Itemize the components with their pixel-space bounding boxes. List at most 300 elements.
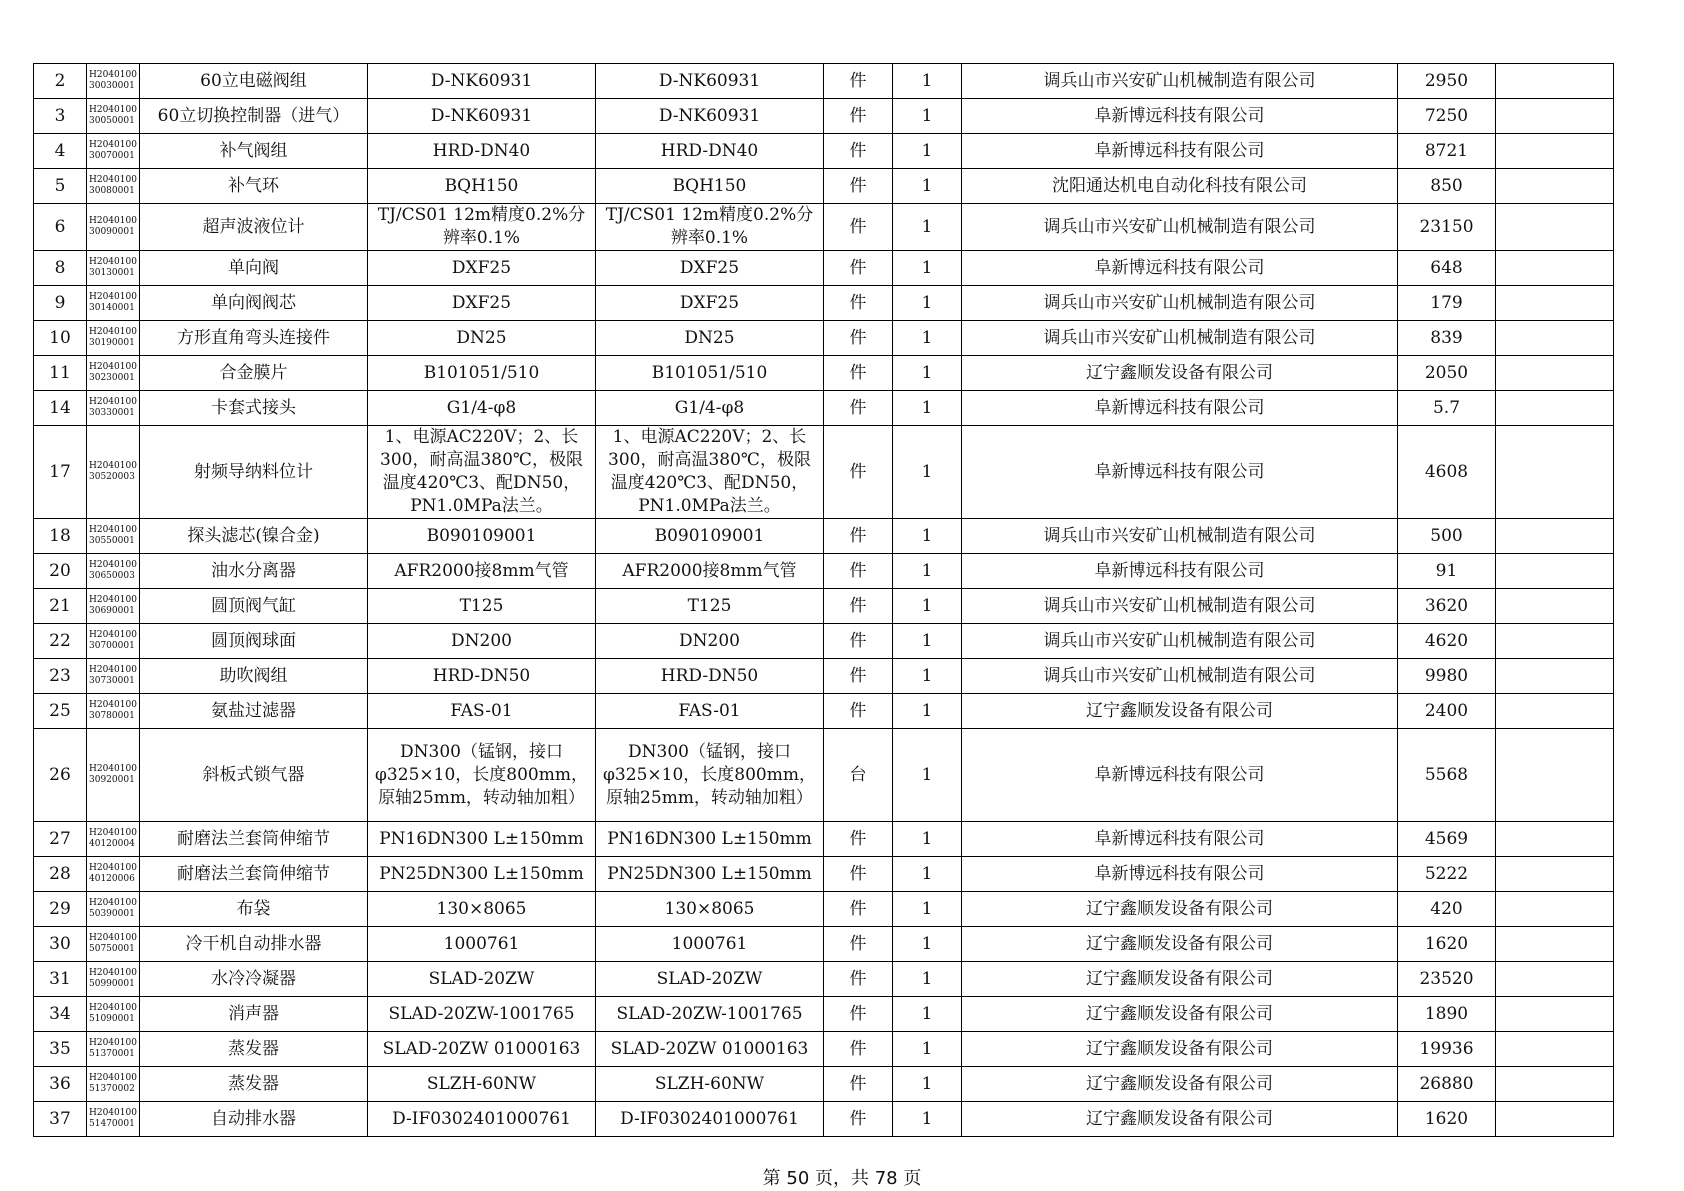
cell-unit: 件 bbox=[824, 64, 893, 99]
cell-unit: 件 bbox=[824, 321, 893, 356]
cell-material-code: H204010040120004 bbox=[87, 822, 140, 857]
cell-spec-model-2 bbox=[596, 822, 824, 857]
cell-spec-model-2-text: HRD-DN40 bbox=[660, 140, 759, 161]
cell-remark bbox=[1496, 134, 1614, 169]
cell-remark bbox=[1496, 962, 1614, 997]
cell-index: 27 bbox=[34, 822, 87, 857]
cell-index: 17 bbox=[34, 426, 87, 519]
cell-index: 11 bbox=[34, 356, 87, 391]
cell-spec-model bbox=[368, 997, 596, 1032]
cell-spec-model-2-text: 1、电源AC220V；2、长300，耐高温380℃，极限温度420℃3、配DN50，PN1.0MPa法兰。 bbox=[608, 427, 811, 516]
cell-supplier: 阜新博远科技有限公司 bbox=[962, 729, 1398, 822]
table-body bbox=[34, 64, 1614, 1137]
table-row bbox=[34, 64, 1614, 99]
cell-supplier: 调兵山市兴安矿山机械制造有限公司 bbox=[962, 624, 1398, 659]
cell-spec-model-2-text: 1000761 bbox=[671, 933, 748, 954]
cell-material-code: H204010050750001 bbox=[87, 927, 140, 962]
cell-spec-model-2-text: B101051/510 bbox=[651, 362, 768, 383]
cell-item-name: 60立电磁阀组 bbox=[140, 64, 368, 99]
table-row bbox=[34, 356, 1614, 391]
table-row bbox=[34, 729, 1614, 822]
cell-quantity: 1 bbox=[893, 519, 962, 554]
cell-price: 5568 bbox=[1398, 729, 1496, 822]
cell-unit: 件 bbox=[824, 927, 893, 962]
parts-table bbox=[33, 63, 1614, 1137]
cell-spec-model-text: D-IF0302401000761 bbox=[392, 1108, 571, 1129]
cell-quantity: 1 bbox=[893, 694, 962, 729]
cell-price: 7250 bbox=[1398, 99, 1496, 134]
cell-spec-model-2-text: DN300（锰钢，接口φ325×10，长度800mm，原轴25mm，转动轴加粗） bbox=[603, 741, 816, 808]
cell-spec-model bbox=[368, 204, 596, 251]
cell-item-name: 圆顶阀球面 bbox=[140, 624, 368, 659]
cell-spec-model-text: TJ/CS01 12m精度0.2%分辨率0.1% bbox=[377, 205, 586, 248]
cell-supplier: 调兵山市兴安矿山机械制造有限公司 bbox=[962, 321, 1398, 356]
cell-spec-model bbox=[368, 822, 596, 857]
cell-spec-model-2 bbox=[596, 1032, 824, 1067]
cell-spec-model bbox=[368, 694, 596, 729]
cell-spec-model bbox=[368, 169, 596, 204]
cell-spec-model-text: G1/4-φ8 bbox=[446, 397, 517, 418]
cell-remark bbox=[1496, 391, 1614, 426]
cell-quantity: 1 bbox=[893, 169, 962, 204]
cell-unit: 件 bbox=[824, 589, 893, 624]
cell-unit: 件 bbox=[824, 286, 893, 321]
table-row bbox=[34, 694, 1614, 729]
table-row bbox=[34, 169, 1614, 204]
cell-quantity: 1 bbox=[893, 286, 962, 321]
cell-unit: 件 bbox=[824, 134, 893, 169]
cell-spec-model-text: DXF25 bbox=[451, 257, 512, 278]
cell-quantity: 1 bbox=[893, 251, 962, 286]
cell-spec-model-2-text: BQH150 bbox=[672, 175, 747, 196]
cell-remark bbox=[1496, 426, 1614, 519]
cell-index: 6 bbox=[34, 204, 87, 251]
cell-unit: 件 bbox=[824, 659, 893, 694]
table-row bbox=[34, 251, 1614, 286]
cell-unit: 件 bbox=[824, 1032, 893, 1067]
cell-material-code: H204010030690001 bbox=[87, 589, 140, 624]
cell-spec-model-2-text: PN16DN300 L±150mm bbox=[607, 828, 812, 849]
cell-spec-model bbox=[368, 962, 596, 997]
cell-unit: 件 bbox=[824, 169, 893, 204]
cell-supplier: 调兵山市兴安矿山机械制造有限公司 bbox=[962, 589, 1398, 624]
cell-spec-model-2-text: SLAD-20ZW bbox=[656, 968, 763, 989]
cell-supplier: 阜新博远科技有限公司 bbox=[962, 99, 1398, 134]
cell-spec-model bbox=[368, 356, 596, 391]
cell-spec-model-2 bbox=[596, 356, 824, 391]
cell-spec-model-text: PN16DN300 L±150mm bbox=[379, 828, 584, 849]
cell-unit: 件 bbox=[824, 1067, 893, 1102]
cell-item-name: 卡套式接头 bbox=[140, 391, 368, 426]
cell-spec-model-text: T125 bbox=[459, 595, 504, 616]
cell-spec-model-text: HRD-DN50 bbox=[432, 665, 531, 686]
cell-spec-model-2 bbox=[596, 659, 824, 694]
cell-spec-model-text: DN200 bbox=[451, 630, 512, 651]
cell-price: 91 bbox=[1398, 554, 1496, 589]
cell-material-code: H204010030030001 bbox=[87, 64, 140, 99]
cell-item-name: 氨盐过滤器 bbox=[140, 694, 368, 729]
cell-spec-model-2 bbox=[596, 1067, 824, 1102]
cell-material-code: H204010051470001 bbox=[87, 1102, 140, 1137]
table-row bbox=[34, 1067, 1614, 1102]
table-row bbox=[34, 99, 1614, 134]
cell-index: 9 bbox=[34, 286, 87, 321]
cell-index: 34 bbox=[34, 997, 87, 1032]
cell-spec-model bbox=[368, 1032, 596, 1067]
table-row bbox=[34, 892, 1614, 927]
cell-material-code: H204010030130001 bbox=[87, 251, 140, 286]
cell-index: 35 bbox=[34, 1032, 87, 1067]
cell-unit: 件 bbox=[824, 204, 893, 251]
cell-spec-model-2 bbox=[596, 554, 824, 589]
cell-remark bbox=[1496, 1032, 1614, 1067]
cell-spec-model-text: D-NK60931 bbox=[430, 105, 533, 126]
cell-spec-model-2 bbox=[596, 286, 824, 321]
cell-spec-model-2-text: SLAD-20ZW 01000163 bbox=[610, 1038, 809, 1059]
cell-spec-model-2 bbox=[596, 251, 824, 286]
cell-material-code: H204010050390001 bbox=[87, 892, 140, 927]
cell-unit: 件 bbox=[824, 857, 893, 892]
cell-item-name: 助吹阀组 bbox=[140, 659, 368, 694]
cell-quantity: 1 bbox=[893, 892, 962, 927]
table-row bbox=[34, 1102, 1614, 1137]
cell-quantity: 1 bbox=[893, 857, 962, 892]
cell-item-name: 蒸发器 bbox=[140, 1032, 368, 1067]
cell-supplier: 调兵山市兴安矿山机械制造有限公司 bbox=[962, 286, 1398, 321]
cell-unit: 件 bbox=[824, 426, 893, 519]
cell-item-name: 合金膜片 bbox=[140, 356, 368, 391]
cell-quantity: 1 bbox=[893, 624, 962, 659]
cell-material-code: H204010030700001 bbox=[87, 624, 140, 659]
table-row bbox=[34, 997, 1614, 1032]
cell-price: 4620 bbox=[1398, 624, 1496, 659]
cell-index: 2 bbox=[34, 64, 87, 99]
cell-remark bbox=[1496, 589, 1614, 624]
cell-supplier: 辽宁鑫顺发设备有限公司 bbox=[962, 694, 1398, 729]
cell-material-code: H204010051370001 bbox=[87, 1032, 140, 1067]
table-row bbox=[34, 1032, 1614, 1067]
cell-remark bbox=[1496, 822, 1614, 857]
cell-price: 2400 bbox=[1398, 694, 1496, 729]
cell-supplier: 辽宁鑫顺发设备有限公司 bbox=[962, 892, 1398, 927]
cell-supplier: 阜新博远科技有限公司 bbox=[962, 134, 1398, 169]
cell-spec-model bbox=[368, 624, 596, 659]
cell-spec-model-2 bbox=[596, 729, 824, 822]
cell-item-name: 消声器 bbox=[140, 997, 368, 1032]
cell-index: 25 bbox=[34, 694, 87, 729]
cell-spec-model bbox=[368, 589, 596, 624]
cell-item-name: 单向阀 bbox=[140, 251, 368, 286]
cell-remark bbox=[1496, 997, 1614, 1032]
cell-remark bbox=[1496, 659, 1614, 694]
cell-material-code: H204010030650003 bbox=[87, 554, 140, 589]
cell-price: 4608 bbox=[1398, 426, 1496, 519]
cell-spec-model bbox=[368, 892, 596, 927]
cell-spec-model bbox=[368, 391, 596, 426]
cell-material-code: H204010051090001 bbox=[87, 997, 140, 1032]
cell-quantity: 1 bbox=[893, 204, 962, 251]
cell-remark bbox=[1496, 729, 1614, 822]
cell-remark bbox=[1496, 892, 1614, 927]
cell-spec-model bbox=[368, 251, 596, 286]
table-row bbox=[34, 519, 1614, 554]
cell-item-name: 探头滤芯(镍合金) bbox=[140, 519, 368, 554]
cell-material-code: H204010030090001 bbox=[87, 204, 140, 251]
cell-price: 1620 bbox=[1398, 1102, 1496, 1137]
cell-material-code: H204010030140001 bbox=[87, 286, 140, 321]
table-row bbox=[34, 822, 1614, 857]
cell-index: 36 bbox=[34, 1067, 87, 1102]
cell-index: 21 bbox=[34, 589, 87, 624]
cell-supplier: 调兵山市兴安矿山机械制造有限公司 bbox=[962, 204, 1398, 251]
table-row bbox=[34, 321, 1614, 356]
cell-unit: 件 bbox=[824, 624, 893, 659]
cell-material-code: H204010030190001 bbox=[87, 321, 140, 356]
cell-material-code: H204010030230001 bbox=[87, 356, 140, 391]
cell-index: 28 bbox=[34, 857, 87, 892]
cell-price: 5.7 bbox=[1398, 391, 1496, 426]
cell-spec-model-text: SLAD-20ZW 01000163 bbox=[382, 1038, 581, 1059]
cell-price: 500 bbox=[1398, 519, 1496, 554]
cell-price: 420 bbox=[1398, 892, 1496, 927]
table-row bbox=[34, 659, 1614, 694]
cell-spec-model bbox=[368, 659, 596, 694]
cell-quantity: 1 bbox=[893, 927, 962, 962]
cell-spec-model-2 bbox=[596, 927, 824, 962]
table-row bbox=[34, 554, 1614, 589]
cell-spec-model-2 bbox=[596, 694, 824, 729]
cell-spec-model-2-text: DXF25 bbox=[679, 257, 740, 278]
cell-spec-model-2 bbox=[596, 1102, 824, 1137]
cell-material-code: H204010030920001 bbox=[87, 729, 140, 822]
cell-spec-model-2-text: D-IF0302401000761 bbox=[620, 1108, 799, 1129]
cell-remark bbox=[1496, 519, 1614, 554]
cell-material-code: H204010051370002 bbox=[87, 1067, 140, 1102]
cell-index: 10 bbox=[34, 321, 87, 356]
cell-spec-model-text: PN25DN300 L±150mm bbox=[379, 863, 584, 884]
cell-material-code: H204010030780001 bbox=[87, 694, 140, 729]
table-row bbox=[34, 134, 1614, 169]
cell-supplier: 辽宁鑫顺发设备有限公司 bbox=[962, 962, 1398, 997]
cell-supplier: 辽宁鑫顺发设备有限公司 bbox=[962, 1102, 1398, 1137]
cell-price: 3620 bbox=[1398, 589, 1496, 624]
cell-supplier: 辽宁鑫顺发设备有限公司 bbox=[962, 997, 1398, 1032]
cell-unit: 台 bbox=[824, 729, 893, 822]
cell-price: 850 bbox=[1398, 169, 1496, 204]
cell-spec-model bbox=[368, 519, 596, 554]
cell-quantity: 1 bbox=[893, 822, 962, 857]
cell-material-code: H204010030550001 bbox=[87, 519, 140, 554]
cell-item-name: 圆顶阀气缸 bbox=[140, 589, 368, 624]
cell-spec-model bbox=[368, 1102, 596, 1137]
cell-spec-model-text: DN25 bbox=[456, 327, 507, 348]
cell-remark bbox=[1496, 356, 1614, 391]
cell-spec-model-2 bbox=[596, 997, 824, 1032]
cell-spec-model-text: B101051/510 bbox=[423, 362, 540, 383]
cell-spec-model bbox=[368, 927, 596, 962]
cell-remark bbox=[1496, 694, 1614, 729]
cell-spec-model bbox=[368, 729, 596, 822]
cell-price: 2950 bbox=[1398, 64, 1496, 99]
cell-quantity: 1 bbox=[893, 554, 962, 589]
cell-spec-model-text: 1、电源AC220V；2、长300，耐高温380℃，极限温度420℃3、配DN50，PN1.0MPa法兰。 bbox=[380, 427, 583, 516]
cell-unit: 件 bbox=[824, 99, 893, 134]
cell-quantity: 1 bbox=[893, 1102, 962, 1137]
cell-remark bbox=[1496, 99, 1614, 134]
cell-spec-model-2-text: D-NK60931 bbox=[658, 105, 761, 126]
cell-unit: 件 bbox=[824, 892, 893, 927]
cell-spec-model-2-text: 130×8065 bbox=[664, 898, 755, 919]
cell-material-code: H204010030050001 bbox=[87, 99, 140, 134]
cell-spec-model-2 bbox=[596, 204, 824, 251]
cell-spec-model-text: SLAD-20ZW bbox=[428, 968, 535, 989]
cell-supplier: 沈阳通达机电自动化科技有限公司 bbox=[962, 169, 1398, 204]
cell-spec-model bbox=[368, 134, 596, 169]
cell-spec-model-2-text: G1/4-φ8 bbox=[674, 397, 745, 418]
cell-spec-model bbox=[368, 1067, 596, 1102]
table-row bbox=[34, 286, 1614, 321]
cell-price: 839 bbox=[1398, 321, 1496, 356]
cell-spec-model-2 bbox=[596, 99, 824, 134]
cell-quantity: 1 bbox=[893, 426, 962, 519]
cell-supplier: 辽宁鑫顺发设备有限公司 bbox=[962, 356, 1398, 391]
cell-index: 20 bbox=[34, 554, 87, 589]
cell-spec-model-text: HRD-DN40 bbox=[432, 140, 531, 161]
cell-unit: 件 bbox=[824, 356, 893, 391]
cell-unit: 件 bbox=[824, 554, 893, 589]
table-row bbox=[34, 624, 1614, 659]
cell-remark bbox=[1496, 857, 1614, 892]
table-row bbox=[34, 391, 1614, 426]
cell-supplier: 阜新博远科技有限公司 bbox=[962, 554, 1398, 589]
cell-item-name: 自动排水器 bbox=[140, 1102, 368, 1137]
cell-spec-model-2-text: DXF25 bbox=[679, 292, 740, 313]
cell-remark bbox=[1496, 554, 1614, 589]
cell-supplier: 阜新博远科技有限公司 bbox=[962, 822, 1398, 857]
cell-index: 14 bbox=[34, 391, 87, 426]
cell-price: 1890 bbox=[1398, 997, 1496, 1032]
cell-quantity: 1 bbox=[893, 589, 962, 624]
cell-supplier: 阜新博远科技有限公司 bbox=[962, 857, 1398, 892]
cell-quantity: 1 bbox=[893, 64, 962, 99]
cell-price: 23520 bbox=[1398, 962, 1496, 997]
cell-supplier: 阜新博远科技有限公司 bbox=[962, 391, 1398, 426]
cell-spec-model-2 bbox=[596, 391, 824, 426]
page-footer: 第 50 页，共 78 页 bbox=[762, 1168, 922, 1189]
cell-item-name: 方形直角弯头连接件 bbox=[140, 321, 368, 356]
cell-spec-model-2-text: DN200 bbox=[679, 630, 740, 651]
cell-spec-model-text: AFR2000接8mm气管 bbox=[394, 560, 569, 581]
cell-spec-model-2 bbox=[596, 624, 824, 659]
cell-remark bbox=[1496, 321, 1614, 356]
cell-spec-model-text: FAS-01 bbox=[450, 700, 513, 721]
cell-material-code: H204010030070001 bbox=[87, 134, 140, 169]
cell-spec-model-text: DN300（锰钢，接口φ325×10，长度800mm，原轴25mm，转动轴加粗） bbox=[375, 741, 588, 808]
cell-quantity: 1 bbox=[893, 99, 962, 134]
cell-spec-model-2 bbox=[596, 962, 824, 997]
cell-item-name: 补气阀组 bbox=[140, 134, 368, 169]
cell-item-name: 超声波液位计 bbox=[140, 204, 368, 251]
cell-spec-model-text: 130×8065 bbox=[436, 898, 527, 919]
cell-index: 18 bbox=[34, 519, 87, 554]
cell-remark bbox=[1496, 204, 1614, 251]
table-row bbox=[34, 962, 1614, 997]
cell-spec-model-text: D-NK60931 bbox=[430, 70, 533, 91]
cell-unit: 件 bbox=[824, 1102, 893, 1137]
cell-quantity: 1 bbox=[893, 321, 962, 356]
cell-item-name: 耐磨法兰套筒伸缩节 bbox=[140, 822, 368, 857]
cell-spec-model-2-text: FAS-01 bbox=[678, 700, 741, 721]
cell-material-code: H204010030520003 bbox=[87, 426, 140, 519]
cell-remark bbox=[1496, 1102, 1614, 1137]
cell-unit: 件 bbox=[824, 391, 893, 426]
table-row bbox=[34, 426, 1614, 519]
cell-price: 1620 bbox=[1398, 927, 1496, 962]
cell-supplier: 阜新博远科技有限公司 bbox=[962, 426, 1398, 519]
cell-unit: 件 bbox=[824, 519, 893, 554]
cell-index: 37 bbox=[34, 1102, 87, 1137]
cell-supplier: 调兵山市兴安矿山机械制造有限公司 bbox=[962, 64, 1398, 99]
cell-item-name: 冷干机自动排水器 bbox=[140, 927, 368, 962]
table-row bbox=[34, 927, 1614, 962]
cell-supplier: 调兵山市兴安矿山机械制造有限公司 bbox=[962, 659, 1398, 694]
cell-item-name: 单向阀阀芯 bbox=[140, 286, 368, 321]
table-row bbox=[34, 204, 1614, 251]
cell-quantity: 1 bbox=[893, 729, 962, 822]
cell-spec-model-2 bbox=[596, 64, 824, 99]
cell-spec-model-text: SLAD-20ZW-1001765 bbox=[388, 1003, 575, 1024]
cell-spec-model-2-text: TJ/CS01 12m精度0.2%分辨率0.1% bbox=[605, 205, 814, 248]
cell-index: 29 bbox=[34, 892, 87, 927]
cell-spec-model-2-text: PN25DN300 L±150mm bbox=[607, 863, 812, 884]
cell-spec-model bbox=[368, 64, 596, 99]
cell-price: 19936 bbox=[1398, 1032, 1496, 1067]
cell-item-name: 60立切换控制器（进气） bbox=[140, 99, 368, 134]
cell-spec-model-2 bbox=[596, 519, 824, 554]
cell-remark bbox=[1496, 64, 1614, 99]
cell-unit: 件 bbox=[824, 694, 893, 729]
cell-index: 3 bbox=[34, 99, 87, 134]
cell-spec-model bbox=[368, 857, 596, 892]
cell-quantity: 1 bbox=[893, 134, 962, 169]
cell-spec-model-text: DXF25 bbox=[451, 292, 512, 313]
cell-remark bbox=[1496, 251, 1614, 286]
cell-index: 8 bbox=[34, 251, 87, 286]
cell-supplier: 辽宁鑫顺发设备有限公司 bbox=[962, 1032, 1398, 1067]
cell-unit: 件 bbox=[824, 251, 893, 286]
cell-price: 179 bbox=[1398, 286, 1496, 321]
cell-material-code: H204010040120006 bbox=[87, 857, 140, 892]
cell-price: 4569 bbox=[1398, 822, 1496, 857]
cell-spec-model-2 bbox=[596, 134, 824, 169]
cell-index: 5 bbox=[34, 169, 87, 204]
cell-spec-model-2-text: AFR2000接8mm气管 bbox=[622, 560, 797, 581]
cell-price: 9980 bbox=[1398, 659, 1496, 694]
cell-quantity: 1 bbox=[893, 391, 962, 426]
cell-spec-model-text: SLZH-60NW bbox=[426, 1073, 537, 1094]
cell-item-name: 耐磨法兰套筒伸缩节 bbox=[140, 857, 368, 892]
cell-quantity: 1 bbox=[893, 997, 962, 1032]
cell-unit: 件 bbox=[824, 962, 893, 997]
cell-material-code: H204010030330001 bbox=[87, 391, 140, 426]
cell-material-code: H204010030080001 bbox=[87, 169, 140, 204]
cell-spec-model bbox=[368, 286, 596, 321]
cell-spec-model-2 bbox=[596, 892, 824, 927]
cell-index: 23 bbox=[34, 659, 87, 694]
cell-index: 31 bbox=[34, 962, 87, 997]
table-row bbox=[34, 857, 1614, 892]
cell-spec-model-2-text: SLZH-60NW bbox=[654, 1073, 765, 1094]
